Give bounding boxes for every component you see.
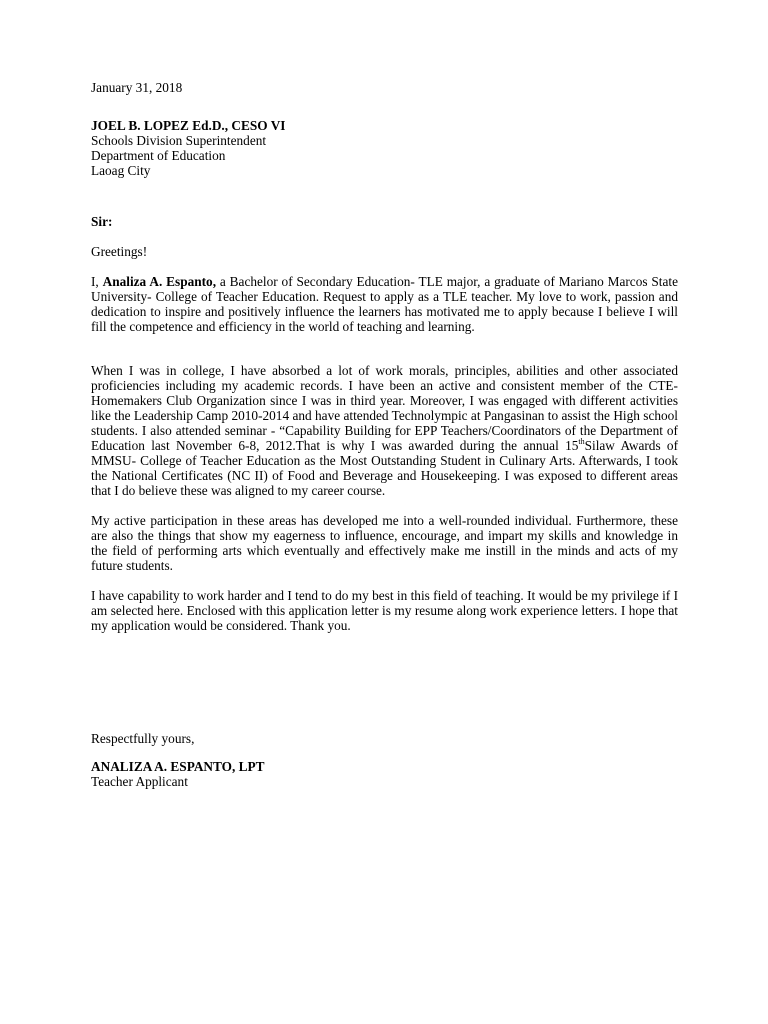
signer-name: ANALIZA A. ESPANTO, LPT [91, 759, 265, 774]
letter-page [91, 77, 678, 789]
signature-block [91, 759, 678, 789]
paragraph-background [91, 363, 678, 498]
intro-text: a Bachelor of Secondary Education- TLE major, a graduate of Mariano Marcos State University- College of Teacher Education. Request to apply as a TLE teacher. My love to work, passion and dedication to inspire and positively influence the learners has motivated me to apply because I believe I will fill the competence and efficiency in the world of teaching and learning. [91, 274, 678, 334]
signer-role: Teacher Applicant [91, 774, 188, 789]
intro-prefix: I, [91, 274, 103, 289]
recipient-name: JOEL B. LOPEZ Ed.D., CESO VI [91, 118, 286, 133]
background-text-1: When I was in college, I have absorbed a lot of work morals, principles, abilities and other associated proficiencies including my academic records. I have been an active and consistent member of the CTE- Homemakers Club Organization since I was in third year. Moreover, I was engaged with different activities like the Leadership Camp 2010-2014 and have attended Technolympic at Pangasinan to assist the High school students. I also attended seminar - “Capability Building for EPP Teachers/Coordinators of the Department of Education last November 6-8, 2012.That is why I was awarded during the annual 15 [91, 363, 678, 453]
greeting: Greetings! [91, 244, 148, 259]
recipient-city: Laoag City [91, 163, 151, 178]
background-text-2: Silaw Awards of MMSU- College of Teacher Education as the Most Outstanding Student in Culinary Arts. Afterwards, I took the National Certificates (NC II) of Food and Beverage and Housekeeping. I was exposed to different areas that I do believe these was aligned to my career course. [91, 438, 678, 498]
salutation: Sir: [91, 214, 113, 229]
applicant-name-inline: Analiza A. Espanto, [102, 274, 217, 289]
letter-date: January 31, 2018 [91, 80, 183, 95]
paragraph-closing: I have capability to work harder and I tend to do my best in this field of teaching. It would be my privilege if I am selected here. Enclosed with this application letter is my resume along work experience letters. I hope that my application would be considered. Thank you. [91, 588, 678, 633]
paragraph-intro [91, 274, 678, 334]
complimentary-close: Respectfully yours, [91, 731, 195, 746]
ordinal-suffix: th [578, 436, 585, 446]
recipient-block [91, 118, 678, 178]
recipient-title: Schools Division Superintendent [91, 133, 267, 148]
paragraph-participation: My active participation in these areas has developed me into a well-rounded individual. Furthermore, these are also the things that show my eagerness to influence, encourage, and impart my skills and knowledge in the field of performing arts which eventually and effectively make me instill in the minds and acts of my future students. [91, 513, 678, 573]
recipient-office: Department of Education [91, 148, 226, 163]
